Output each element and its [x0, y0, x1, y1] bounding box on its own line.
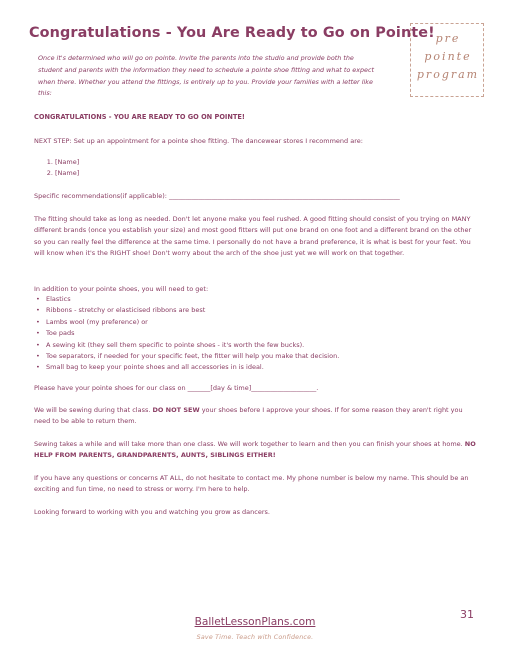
- no-help-emphasis: NO HELP FROM PARENTS, GRANDPARENTS, AUNTS, SIBLINGS EITHER!: [34, 440, 476, 460]
- logo-line-program: program: [416, 68, 480, 81]
- sewing-paragraph: We will be sewing during that class. DO NOT SEW your shoes before I approve your shoes. If for some reason they aren't right you need to be able to return them.: [34, 406, 463, 426]
- store-list: [42, 157, 462, 180]
- website-link[interactable]: BalletLessonPlans.com: [194, 616, 316, 628]
- letter-heading: CONGRATULATIONS - YOU ARE READY TO GO ON POINTE!: [34, 113, 245, 121]
- intro-paragraph: Once it's determined who will go on pointe. Invite the parents into the studio and provide both the student and parents with the information they need to schedule a pointe shoe fitting and what to expect when there. Whether you attend the fittings, is entirely up to you. Provide your families with a letter like this:: [38, 54, 374, 98]
- list-item: • Ribbons - stretchy or elasticised ribbons are best: [36, 306, 206, 315]
- sewing-time-paragraph: Sewing takes a while and will take more than one class. We will work together to learn and then you can finish your shoes at home. NO HELP FROM PARENTS, GRANDPARENTS, AUNTS, SIBLINGS EITHER!: [34, 440, 476, 460]
- list-item: • Small bag to keep your pointe shoes and all accessories in is ideal.: [36, 363, 264, 372]
- specific-recommendations: Specific recommendations(if applicable): _______________________________________________________________________: [34, 192, 400, 200]
- logo-line-pointe: pointe: [424, 50, 472, 63]
- class-date-line: Please have your pointe shoes for our class on _______[day & time]____________________.: [34, 384, 319, 392]
- list-item: • A sewing kit (they sell them specific to pointe shoes - it's worth the few bucks).: [36, 340, 305, 349]
- tagline: Save Time. Teach with Confidence.: [196, 634, 314, 641]
- supplies-list: [36, 294, 456, 374]
- next-step-text: NEXT STEP: Set up an appointment for a pointe shoe fitting. The dancewear stores I recommend are:: [34, 137, 363, 145]
- list-item: • Lambs wool (my preference) or: [36, 317, 148, 326]
- closing-line: Looking forward to working with you and watching you grow as dancers.: [34, 508, 270, 516]
- page-title: Congratulations - You Are Ready to Go on Pointe!: [29, 25, 435, 41]
- list-item: • Elastics: [36, 295, 71, 303]
- pre-pointe-program-logo: [410, 23, 484, 97]
- list-item: 1. [Name]: [46, 158, 80, 166]
- questions-paragraph: If you have any questions or concerns AT ALL, do not hesitate to contact me. My phone number is below my name. This should be an exciting and fun time, no need to stress or worry. I'm here to help.: [34, 474, 469, 494]
- do-not-sew-emphasis: DO NOT SEW: [152, 406, 200, 414]
- fitting-paragraph: The fitting should take as long as needed. Don't let anyone make you feel rushed. A good fitting should consist of you trying on MANY different brands (once you establish your size) and most good fitters will put one brand on one foot and a different brand on the other so you can really feel the difference at the same time. I personally do not have a brand preference, it is what is best for your feet. You will know when it's the RIGHT shoe! Don't worry about the arch of the shoe just yet we will work on that together.: [34, 215, 472, 258]
- list-item: • Toe pads: [36, 329, 75, 338]
- page-number: 31: [460, 608, 474, 621]
- list-item: • Toe separators, if needed for your specific feet, the fitter will help you make that decision.: [36, 352, 340, 361]
- list-item: 2. [Name]: [46, 169, 80, 178]
- logo-line-pre: pre: [435, 32, 461, 45]
- supplies-intro: In addition to your pointe shoes, you will need to get:: [34, 285, 209, 293]
